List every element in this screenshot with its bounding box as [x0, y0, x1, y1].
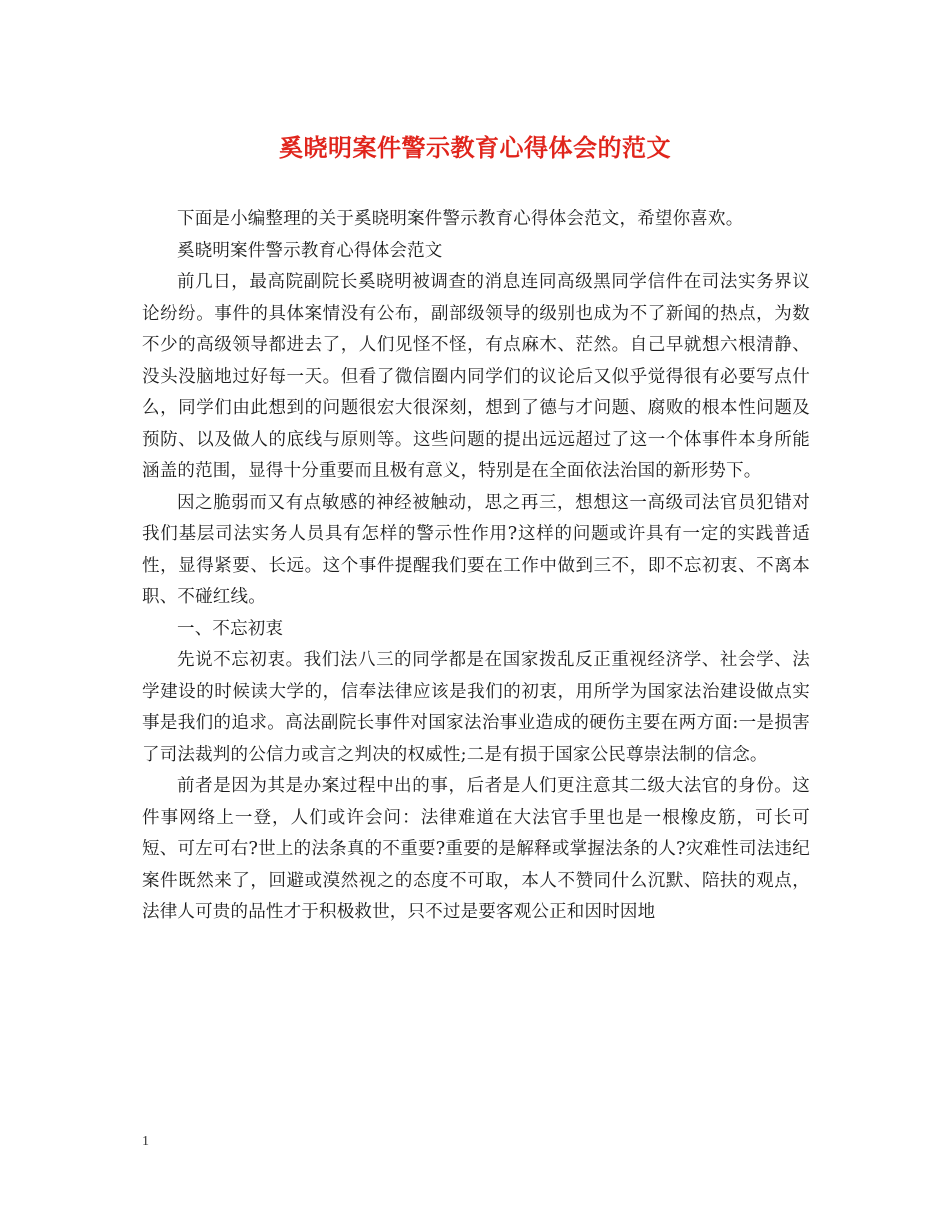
paragraph-intro: 下面是小编整理的关于奚晓明案件警示教育心得体会范文，希望你喜欢。 [177, 209, 744, 229]
paragraph-2: 因之脆弱而又有点敏感的神经被触动，思之再三，想想这一高级司法官员犯错对我们基层司法实务人员具有怎样的警示性作用?这样的问题或许具有一定的实践普适性，显得紧要、长远。这个事件提醒我们要在工作中做到三不，即不忘初衷、不离本职、不碰红线。 [142, 492, 810, 607]
document-body [142, 204, 810, 929]
page-number: 1 [142, 1134, 149, 1149]
document-title: 奚晓明案件警示教育心得体会的范文 [279, 133, 671, 162]
paragraph-subtitle: 奚晓明案件警示教育心得体会范文 [177, 240, 443, 261]
paragraph-3: 先说不忘初衷。我们法八三的同学都是在国家拨乱反正重视经济学、社会学、法学建设的时候读大学的，信奉法律应该是我们的初衷，用所学为国家法治建设做点实事是我们的追求。高法副院长事件对国家法治事业造成的硬伤主要在两方面:一是损害了司法裁判的公信力或言之判决的权威性;二是有损于国家公民尊崇法制的信念。 [142, 650, 810, 765]
paragraph-4: 前者是因为其是办案过程中出的事，后者是人们更注意其二级大法官的身份。这件事网络上一登，人们或许会问：法律难道在大法官手里也是一根橡皮筋，可长可短、可左可右?世上的法条真的不重要?重要的是解释或掌握法条的人?灾难性司法违纪案件既然来了，回避或漠然视之的态度不可取，本人不赞同什么沉默、陪扶的观点，法律人可贵的品性才于积极救世，只不过是要客观公正和因时因地 [142, 776, 810, 922]
section-heading-1: 一、不忘初衷 [177, 618, 284, 639]
paragraph-1: 前几日，最高院副院长奚晓明被调查的消息连同高级黑同学信件在司法实务界议论纷纷。事件的具体案情没有公布，副部级领导的级别也成为不了新闻的热点，为数不少的高级领导都进去了，人们见怪不怪，有点麻木、茫然。自己早就想六根清静、没头没脑地过好每一天。但看了微信圈内同学们的议论后又似乎觉得很有必要写点什么，同学们由此想到的问题很宏大很深刻，想到了德与才问题、腐败的根本性问题及预防、以及做人的底线与原则等。这些问题的提出远远超过了这一个体事件本身所能涵盖的范围，显得十分重要而且极有意义，特别是在全面依法治国的新形势下。 [142, 272, 810, 481]
